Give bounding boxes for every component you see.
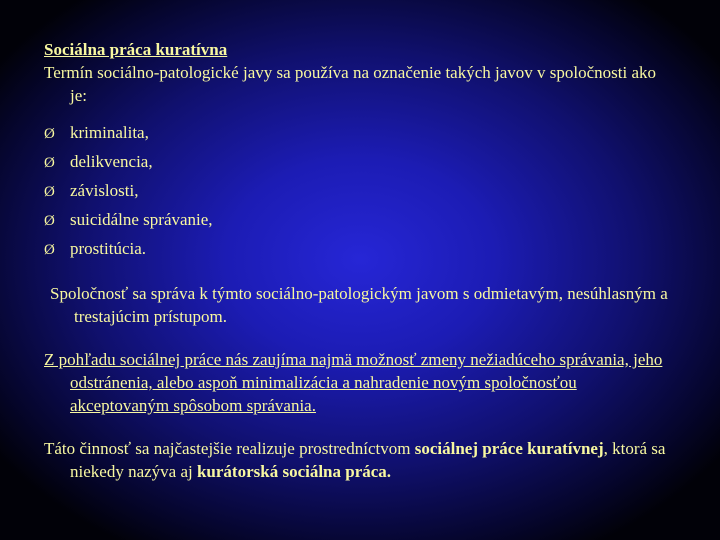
list-item <box>44 237 674 266</box>
interest-paragraph: Z pohľadu sociálnej práce nás zaujíma najmä možnosť zmeny nežiadúceho správania, jeho odstránenia, alebo aspoň minimalizácia a nahradenie novým spoločnosťou akceptovaným spôsobom správania. <box>44 350 663 415</box>
arrow-bullet-icon: Ø <box>44 184 55 200</box>
list-item-label: delikvencia, <box>70 152 153 171</box>
final-text-part2: , ktorá sa niekedy nazýva aj <box>70 439 666 481</box>
intro-paragraph: Termín sociálno-patologické javy sa používa na označenie takých javov v spoločnosti ako je: <box>44 63 657 105</box>
arrow-bullet-icon: Ø <box>44 242 55 258</box>
list-item-label: suicidálne správanie, <box>70 210 213 229</box>
final-text-part1: Táto činnosť sa najčastejšie realizuje prostredníctvom <box>44 439 415 458</box>
list-item <box>44 179 674 208</box>
final-bold-term-2: kurátorská sociálna práca. <box>196 462 392 481</box>
slide-title: Sociálna práca kuratívna <box>44 40 228 59</box>
slide-content <box>44 38 674 483</box>
society-paragraph: Spoločnosť sa správa k týmto sociálno-patologickým javom s odmietavým, nesúhlasným a trestajúcim prístupom. <box>50 284 668 326</box>
list-item-label: prostitúcia. <box>70 239 147 258</box>
arrow-bullet-icon: Ø <box>44 126 55 142</box>
list-item-label: kriminalita, <box>70 123 149 142</box>
bullet-list <box>44 121 674 266</box>
arrow-bullet-icon: Ø <box>44 155 55 171</box>
arrow-bullet-icon: Ø <box>44 213 55 229</box>
final-bold-term-1: sociálnej práce kuratívnej <box>414 439 604 458</box>
list-item <box>44 208 674 237</box>
final-paragraph <box>44 437 674 483</box>
list-item-label: závislosti, <box>70 181 139 200</box>
list-item <box>44 121 674 150</box>
list-item <box>44 150 674 179</box>
